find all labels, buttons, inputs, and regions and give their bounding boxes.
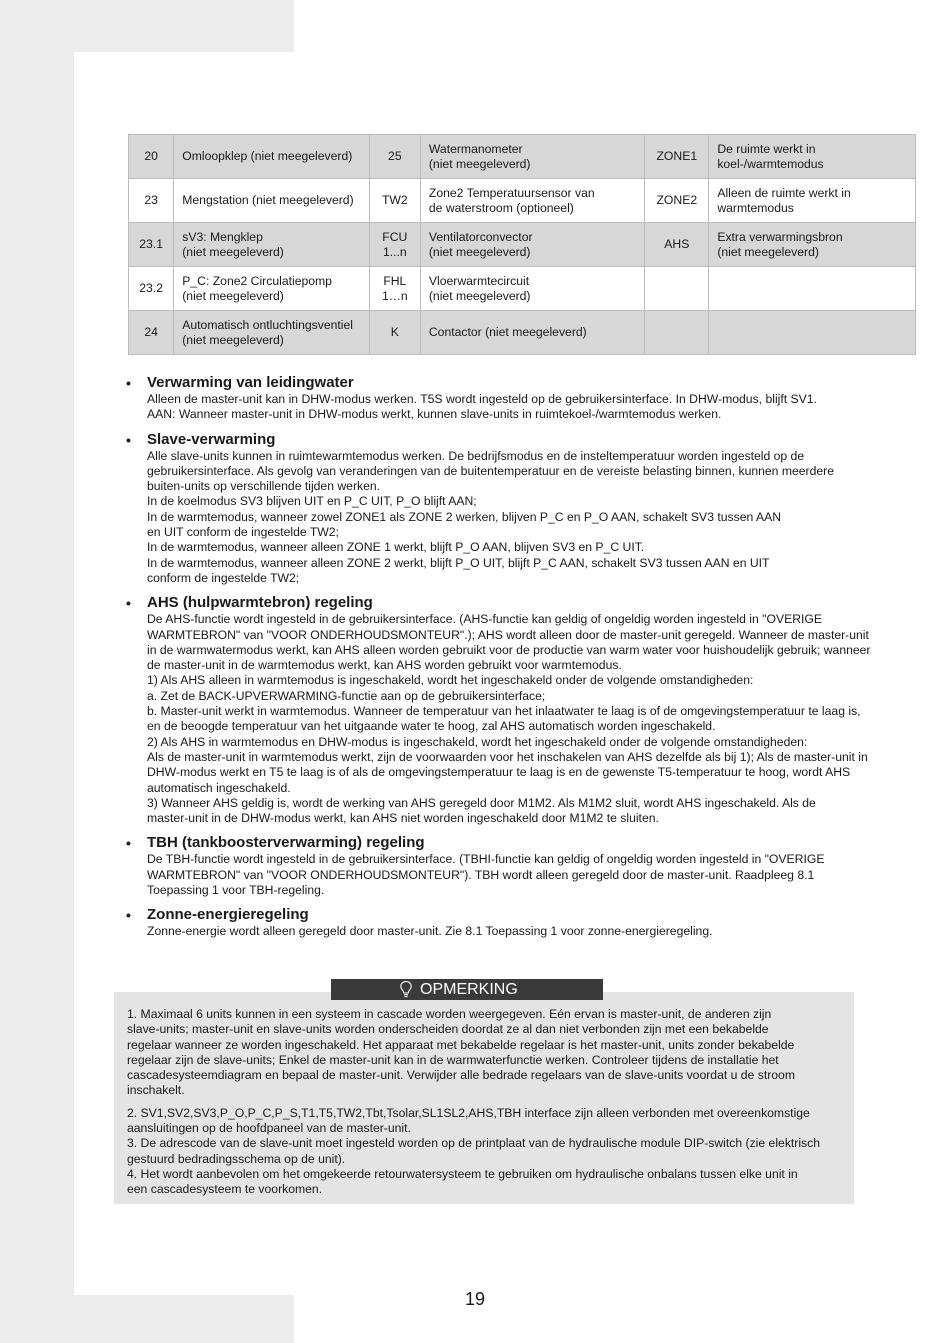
table-cell xyxy=(129,223,174,267)
cell-text: de waterstroom (optioneel) xyxy=(428,200,574,215)
section-title-text: Slave-verwarming xyxy=(147,430,276,448)
table-cell xyxy=(645,223,709,267)
text-line: WARMTEBRON" van "VOOR ONDERHOUDSMONTEUR"). TBH wordt alleen geregeld door de master-unit. Raadpleeg 8.1 xyxy=(147,867,815,882)
cell-text: (niet meegeleverd) xyxy=(182,288,284,303)
section xyxy=(126,594,916,826)
text-line: AAN: Wanneer master-unit in DHW-modus werkt, kunnen slave-units in ruimtekoel-/warmtemodus werken. xyxy=(147,407,722,422)
table-cell xyxy=(420,135,644,179)
text-line: Toepassing 1 voor TBH-regeling. xyxy=(147,883,325,898)
table-cell xyxy=(129,267,174,311)
note-item xyxy=(127,1167,842,1198)
text-line: In de warmtemodus, wanneer alleen ZONE 1 werkt, blijft P_O AAN, blijven SV3 en P_C UIT. xyxy=(147,540,645,555)
cell-text: P_C: Zone2 Circulatiepomp xyxy=(182,273,332,288)
bullet-icon: • xyxy=(126,431,131,448)
text-line: en UIT conform de ingestelde TW2; xyxy=(147,525,339,540)
table-cell xyxy=(129,179,174,223)
table-cell xyxy=(129,135,174,179)
text-line: WARMTEBRON" van "VOOR ONDERHOUDSMONTEUR".); AHS wordt alleen door de master-unit geregeld. Wanneer de master-unit xyxy=(147,627,869,642)
cell-text: FCU 1...n xyxy=(382,229,408,259)
table-cell xyxy=(709,179,916,223)
table-cell xyxy=(645,179,709,223)
cell-text: (niet meegeleverd) xyxy=(717,244,819,259)
note-line: inschakelt. xyxy=(127,1083,185,1098)
note-item xyxy=(127,1106,842,1137)
cell-text: Ventilatorconvector xyxy=(428,229,533,244)
section-title xyxy=(126,594,916,612)
text-line: 2) Als AHS in warmtemodus en DHW-modus is ingeschakeld, wordt het ingeschakeld onder de volgende omstandigheden: xyxy=(147,734,808,749)
bullet-icon: • xyxy=(126,835,131,852)
table-row xyxy=(129,267,916,311)
table-cell xyxy=(645,135,709,179)
cell-text: (niet meegeleverd) xyxy=(182,244,284,259)
cell-text: ZONE2 xyxy=(656,193,698,207)
table-cell xyxy=(174,311,370,355)
section-body xyxy=(126,449,916,587)
table-cell xyxy=(369,223,420,267)
table-row xyxy=(129,223,916,267)
section-body xyxy=(126,392,916,423)
section-title xyxy=(126,906,916,924)
text-line: Alle slave-units kunnen in ruimtewarmtemodus werken. De bedrijfsmodus en de insteltemperatuur worden ingesteld op de xyxy=(147,448,805,463)
note-item xyxy=(127,1136,842,1167)
cell-text: TW2 xyxy=(381,193,408,207)
table-cell xyxy=(129,311,174,355)
table-cell xyxy=(645,311,709,355)
text-line: 3) Wanneer AHS geldig is, wordt de werking van AHS geregeld door M1M2. Als M1M2 sluit, wordt AHS ingeschakeld. Als de xyxy=(147,795,816,810)
table-row xyxy=(129,179,916,223)
section xyxy=(126,431,916,587)
page-number: 19 xyxy=(464,1289,486,1309)
section-title xyxy=(126,431,916,449)
lightbulb-icon xyxy=(399,980,413,999)
section-title-text: Verwarming van leidingwater xyxy=(147,374,354,391)
section-title-text: TBH (tankboosterverwarming) regeling xyxy=(147,834,425,852)
page-frame-left xyxy=(0,52,74,1295)
cell-text: 23.2 xyxy=(139,281,163,295)
table-cell xyxy=(709,135,916,179)
table-cell xyxy=(174,179,370,223)
cell-text: Mengstation (niet meegeleverd) xyxy=(182,193,354,207)
text-line: b. Master-unit werkt in warmtemodus. Wanneer de temperatuur van het inlaatwater te laag is of de omgevingstemperatuur te laag is, xyxy=(147,704,861,719)
cell-text: Extra verwarmingsbron xyxy=(717,229,843,244)
cell-text: FHL 1…n xyxy=(381,273,408,303)
section-body xyxy=(126,852,916,898)
note-line: cascadesysteemdiagram en bepaal de master-unit. Verwijder alle bedrade regelaars van de slave-units voordat u de stroom xyxy=(127,1068,795,1083)
table-cell xyxy=(420,311,644,355)
text-line: 1) Als AHS alleen in warmtemodus is ingeschakeld, wordt het ingeschakeld onder de volgende omstandigheden: xyxy=(147,673,754,688)
text-line: De AHS-functie wordt ingesteld in de gebruikersinterface. (AHS-functie kan geldig of ongeldig worden ingesteld in "OVERIGE xyxy=(147,612,823,627)
note-line: 4. Het wordt aanbevolen om het omgekeerde retourwatersysteem te gebruiken om hydraulische onbalans tussen elke unit in xyxy=(127,1166,798,1181)
table-cell xyxy=(709,267,916,311)
text-line: In de warmtemodus, wanneer zowel ZONE1 als ZONE 2 werken, blijven P_C en P_O AAN, schakelt SV3 tussen AAN xyxy=(147,509,782,524)
bullet-icon: • xyxy=(126,907,131,924)
bullet-icon: • xyxy=(126,595,131,612)
table-cell xyxy=(709,311,916,355)
section xyxy=(126,906,916,939)
note-box xyxy=(114,992,854,1204)
cell-text: koel-/warmtemodus xyxy=(717,156,824,171)
cell-text: 24 xyxy=(144,325,158,339)
note-line: aansluitingen op de hoofdpaneel van de master-unit. xyxy=(127,1121,411,1136)
text-line: automatisch ingeschakeld. xyxy=(147,780,291,795)
text-line: in de warmwatermodus werkt, kan AHS alleen worden gebruikt voor de productie van warm water voor huishoudelijk gebruik; wanneer xyxy=(147,642,871,657)
cell-text: 23.1 xyxy=(139,237,163,251)
cell-text: Alleen de ruimte werkt in xyxy=(717,185,851,200)
table-cell xyxy=(709,223,916,267)
table-cell xyxy=(174,267,370,311)
section-title-text: AHS (hulpwarmtebron) regeling xyxy=(147,594,373,612)
text-line: In de warmtemodus, wanneer alleen ZONE 2 werkt, blijft P_O UIT, blijft P_C AAN, schakelt SV3 tussen AAN en UIT xyxy=(147,555,770,570)
section-body xyxy=(126,924,916,939)
section xyxy=(126,374,916,423)
text-line: DHW-modus werkt en T5 te laag is of als de omgevingstemperatuur te laag is en de gewenste T5-temperatuur te hoog, wordt AHS xyxy=(147,765,851,780)
section-title xyxy=(126,834,916,852)
text-line: en de beoogde temperatuur van het uitgaande water te hoog, zal AHS automatisch worden ingeschakeld. xyxy=(147,719,716,734)
cell-text: Contactor (niet meegeleverd) xyxy=(428,325,587,339)
table-cell xyxy=(420,223,644,267)
note-title: OPMERKING xyxy=(420,981,518,998)
note-line: een cascadesysteem te voorkomen. xyxy=(127,1182,323,1197)
cell-text: 25 xyxy=(388,149,402,163)
parts-table xyxy=(128,134,916,355)
table-row xyxy=(129,311,916,355)
text-line: De TBH-functie wordt ingesteld in de gebruikersinterface. (TBHI-functie kan geldig of ongeldig worden ingesteld in "OVERIGE xyxy=(147,852,825,867)
table-row xyxy=(129,135,916,179)
text-line: de master-unit in de warmtemodus werkt, kan AHS worden gebruikt voor warmtemodus. xyxy=(147,658,622,673)
text-line: gebruikersinterface. Als gevolg van veranderingen van de buitentemperatuur en de vereiste belasting binnen, kunnen meerdere xyxy=(147,463,835,478)
note-line: slave-units; master-unit en slave-units worden onderscheiden doordat ze al dan niet verbonden zijn met een bekabelde xyxy=(127,1022,769,1037)
table-cell xyxy=(174,223,370,267)
cell-text: Zone2 Temperatuursensor van xyxy=(428,185,595,200)
text-line: conform de ingestelde TW2; xyxy=(147,570,300,585)
note-line: gestuurd bedradingsschema op de unit). xyxy=(127,1151,346,1166)
text-line: Als de master-unit in warmtemodus werkt, zijn de voorwaarden voor het inschakelen van AHS dezelfde als bij 1); Als de master-unit in xyxy=(147,749,868,764)
table-cell xyxy=(420,179,644,223)
text-line: In de koelmodus SV3 blijven UIT en P_C UIT, P_O blijft AAN; xyxy=(147,494,477,509)
cell-text: Automatisch ontluchtingsventiel xyxy=(182,317,353,332)
text-line: Zonne-energie wordt alleen geregeld door master-unit. Zie 8.1 Toepassing 1 voor zonne-energieregeling. xyxy=(147,924,713,939)
cell-text: De ruimte werkt in xyxy=(717,141,816,156)
table-cell xyxy=(420,267,644,311)
cell-text: warmtemodus xyxy=(717,200,794,215)
cell-text: (niet meegeleverd) xyxy=(182,332,284,347)
table-cell xyxy=(369,311,420,355)
table-cell xyxy=(645,267,709,311)
cell-text: (niet meegeleverd) xyxy=(428,244,531,259)
note-line: regelaar zijn de slave-units; Enkel de master-unit kan in de warmwaterfunctie werken. Controleer tijdens de installatie het xyxy=(127,1052,779,1067)
note-line: regelaar wanneer ze worden ingeschakeld. Het apparaat met bekabelde regelaar is het master-unit, units zonder bekabelde xyxy=(127,1037,795,1052)
note-item xyxy=(127,1007,842,1099)
cell-text: sV3: Mengklep xyxy=(182,229,263,244)
text-line: buiten-units op verschillende tijden werken. xyxy=(147,479,381,494)
cell-text: (niet meegeleverd) xyxy=(428,288,531,303)
text-line: a. Zet de BACK-UPVERWARMING-functie aan op de gebruikersinterface; xyxy=(147,688,546,703)
section-title-text: Zonne-energieregeling xyxy=(147,906,309,924)
cell-text: 20 xyxy=(144,149,158,163)
bullet-icon: • xyxy=(126,375,131,391)
page-frame-top xyxy=(0,0,294,52)
cell-text: 23 xyxy=(144,193,158,207)
cell-text: AHS xyxy=(664,237,690,251)
cell-text: K xyxy=(390,325,399,339)
note-line: 3. De adrescode van de slave-unit moet ingesteld worden op de printplaat van de hydraulische module DIP-switch (zie elektrisch xyxy=(127,1136,821,1151)
cell-text: ZONE1 xyxy=(656,149,698,163)
section xyxy=(126,834,916,898)
note-label xyxy=(331,979,603,1000)
section-title xyxy=(126,374,916,392)
text-line: master-unit in de DHW-modus werkt, kan AHS niet worden ingeschakeld door M1M2 te sluiten. xyxy=(147,811,659,826)
section-body xyxy=(126,612,916,826)
content-sections xyxy=(126,374,916,948)
cell-text: Watermanometer xyxy=(428,141,523,156)
cell-text: Omloopklep (niet meegeleverd) xyxy=(182,149,353,163)
table-cell xyxy=(369,179,420,223)
note-line: 2. SV1,SV2,SV3,P_O,P_C,P_S,T1,T5,TW2,Tbt,Tsolar,SL1SL2,AHS,TBH interface zijn alleen verbonden met overeenkomstige xyxy=(127,1105,810,1120)
text-line: Alleen de master-unit kan in DHW-modus werken. T5S wordt ingesteld op de gebruikersinterface. In DHW-modus, blijft SV1. xyxy=(147,392,817,406)
cell-text: (niet meegeleverd) xyxy=(428,156,531,171)
table-cell xyxy=(369,135,420,179)
cell-text: Vloerwarmtecircuit xyxy=(428,273,530,288)
note-line: 1. Maximaal 6 units kunnen in een systeem in cascade worden weergegeven. Eén ervan is master-unit, de anderen zijn xyxy=(127,1007,772,1021)
table-cell xyxy=(174,135,370,179)
page-frame-bottom xyxy=(0,1295,294,1343)
table-cell xyxy=(369,267,420,311)
